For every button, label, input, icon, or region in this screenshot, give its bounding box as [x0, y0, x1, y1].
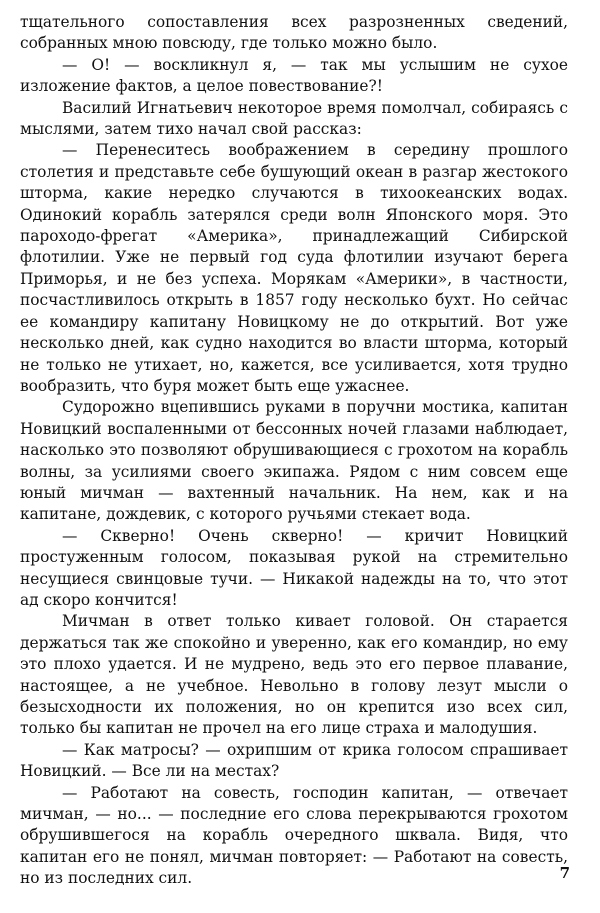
paragraph-5: Судорожно вцепившись руками в поручни мостика, капитан Новицкий воспаленными от бессонных ночей глазами наблюдает, насколько это позволяют обрушивающиеся с грохотом на корабль волны, за усилиями своего экипажа. Рядом с ним совсем еще юный мичман — вахтенный начальник. На нем, как и на капитане, дождевик, с которого ручьями стекает вода.: [20, 398, 568, 524]
page-body: [20, 12, 568, 890]
paragraph-1: тщательного сопоставления всех разрозненных сведений, собранных мною повсюду, где только можно было.: [20, 13, 568, 53]
paragraph-3: Василий Игнатьевич некоторое время помолчал, собираясь с мыслями, затем тихо начал свой рассказ:: [20, 98, 568, 139]
paragraph-4: — Перенеситесь воображением в середину прошлого столетия и представьте себе бушующий океан в разгар жестокого шторма, какие нередко случаются в тихоокеанских водах. Одинокий корабль затерялся среди волн Японского моря. Это пароходо-фрегат «Америка», принадлежащий Сибирской флотилии. Уже не первый год суда флотилии изучают берега Приморья, и не без успеха. Морякам «Америки», в частности, посчастливилось открыть в 1857 году несколько бухт. Но сейчас ее командиру капитану Новицкому не до открытий. Вот уже несколько дней, как судно находится во власти шторма, который не только не утихает, но, кажется, все усиливается, хотя трудно вообразить, что буря может быть еще ужаснее.: [20, 141, 568, 395]
paragraph-2: — О! — воскликнул я, — так мы услышим не сухое изложение фактов, а целое повествование?!: [20, 55, 568, 96]
paragraph-9: — Работают на совесть, господин капитан, — отвечает мичман, — но... — последние его слова перекрываются грохотом обрушившегося на корабль очередного шквала. Видя, что капитан его не понял, мичман повторяет: — Работают на совесть, но из последних сил.: [20, 783, 568, 888]
paragraph-7: Мичман в ответ только кивает головой. Он старается держаться так же спокойно и уверенно, как его командир, но ему это плохо удается. И не мудрено, ведь это его первое плавание, настоящее, а не учебное. Невольно в голову лезут мысли о безысходности их положения, но он крепится изо всех сил, только бы капитан не прочел на его лице страха и малодушия.: [20, 612, 568, 738]
paragraph-8: — Как матросы? — охрипшим от крика голосом спрашивает Новицкий. — Все ли на местах?: [20, 740, 568, 781]
page-number: 7: [559, 864, 570, 882]
paragraph-6: — Скверно! Очень скверно! — кричит Новицкий простуженным голосом, показывая рукой на стремительно несущиеся свинцовые тучи. — Никакой надежды на то, что этот ад скоро кончится!: [20, 526, 568, 609]
